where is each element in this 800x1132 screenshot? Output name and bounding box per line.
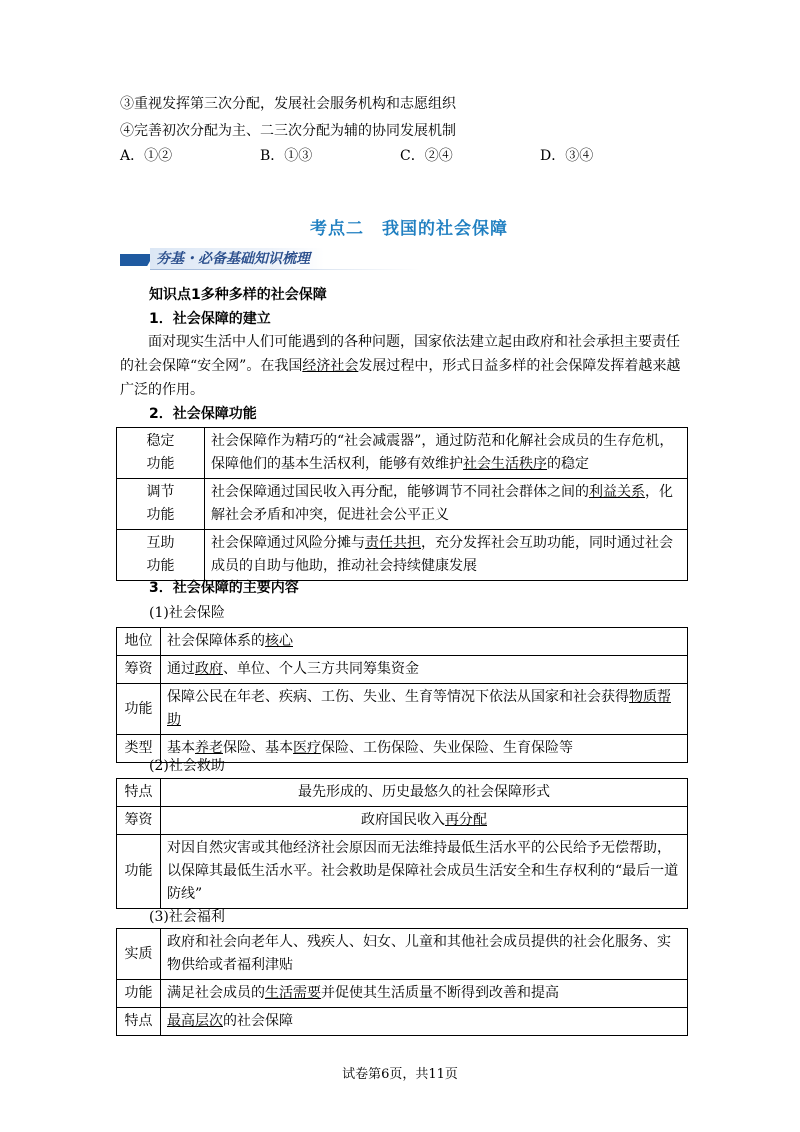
row-value: 社会保障体系的核心: [161, 628, 688, 656]
relief-table: [116, 778, 688, 909]
row-key: 功能: [117, 980, 161, 1008]
table-row: [117, 980, 688, 1008]
row-value: 基本养老保险、基本医疗保险、工伤保险、失业保险、生育保险等: [161, 735, 688, 763]
row-key: 调节 功能: [117, 479, 205, 530]
option-d: D．③④: [540, 148, 594, 164]
heading-1: 1．社会保障的建立: [149, 311, 271, 327]
para1-text-a: 面对现实生活中人们可能遇到的各种问题，国家依法建立起由政府和社会承担主要责任的社会保障“安全网”。在我国: [120, 334, 680, 374]
option-b: B．①③: [260, 148, 313, 164]
welfare-table: [116, 928, 688, 1036]
section-title: 考点二 我国的社会保障: [310, 219, 508, 239]
table-row: [117, 929, 688, 980]
insurance-table: [116, 627, 688, 763]
para1-underline: 经济社会: [302, 358, 359, 374]
table-row: [117, 835, 688, 909]
row-value: 保障公民在年老、疾病、工伤、失业、生育等情况下依法从国家和社会获得物质帮助: [161, 684, 688, 735]
answer-options: [120, 146, 680, 166]
table-row: [117, 656, 688, 684]
row-key: 互助 功能: [117, 530, 205, 581]
banner-label: 夯基・必备基础知识梳理: [150, 248, 324, 270]
table-row: [117, 807, 688, 835]
knowledge-point-title: 知识点1多种多样的社会保障: [149, 287, 327, 303]
heading-3: 3．社会保障的主要内容: [149, 580, 299, 596]
row-value: 对因自然灾害或其他经济社会原因而无法维持最低生活水平的公民给予无偿帮助，以保障其最低生活水平。社会救助是保障社会成员生活安全和生存权利的“最后一道防线”: [161, 835, 688, 909]
table-row: [117, 428, 688, 479]
row-key: 功能: [117, 684, 161, 735]
row-value: 最先形成的、历史最悠久的社会保障形式: [161, 779, 688, 807]
row-value: 政府国民收入再分配: [161, 807, 688, 835]
row-key: 稳定 功能: [117, 428, 205, 479]
function-table: [116, 427, 688, 581]
question-item-4: ④完善初次分配为主、二三次分配为辅的协同发展机制: [120, 123, 456, 139]
row-key: 类型: [117, 735, 161, 763]
row-value: 社会保障通过风险分摊与责任共担，充分发挥社会互助功能，同时通过社会成员的自助与他助，推动社会持续健康发展: [205, 530, 688, 581]
table-row: [117, 530, 688, 581]
subheading-insurance: (1)社会保险: [149, 605, 225, 621]
row-value: 社会保障通过国民收入再分配，能够调节不同社会群体之间的利益关系，化解社会矛盾和冲突，促进社会公平正义: [205, 479, 688, 530]
row-value: 最高层次的社会保障: [161, 1008, 688, 1036]
row-key: 实质: [117, 929, 161, 980]
subheading-welfare: (3)社会福利: [149, 909, 225, 925]
subheading-relief: (2)社会救助: [149, 758, 225, 774]
row-value: 满足社会成员的生活需要并促使其生活质量不断得到改善和提高: [161, 980, 688, 1008]
table-row: [117, 1008, 688, 1036]
row-key: 地位: [117, 628, 161, 656]
paragraph-1: [120, 330, 682, 402]
banner-bar-icon: [120, 254, 154, 266]
row-key: 特点: [117, 779, 161, 807]
table-row: [117, 779, 688, 807]
row-value: 通过政府、单位、个人三方共同筹集资金: [161, 656, 688, 684]
option-c: C．②④: [400, 148, 453, 164]
table-row: [117, 684, 688, 735]
row-value: 社会保障作为精巧的“社会减震器”，通过防范和化解社会成员的生存危机，保障他们的基本生活权利，能够有效维护社会生活秩序的稳定: [205, 428, 688, 479]
row-value: 政府和社会向老年人、残疾人、妇女、儿童和其他社会成员提供的社会化服务、实物供给或者福利津贴: [161, 929, 688, 980]
section-banner: [120, 248, 440, 270]
para1-text-b: 发展过程中，形式日益多样的社会保障发挥着越来越广泛的作用。: [120, 358, 681, 398]
row-key: 筹资: [117, 807, 161, 835]
row-key: 特点: [117, 1008, 161, 1036]
page-footer: 试卷第6页，共11页: [342, 1067, 458, 1082]
option-a: A．①②: [120, 148, 173, 164]
banner-rule: [150, 269, 420, 270]
question-item-3: ③重视发挥第三次分配，发展社会服务机构和志愿组织: [120, 96, 456, 112]
table-row: [117, 479, 688, 530]
row-key: 功能: [117, 835, 161, 909]
heading-2: 2．社会保障功能: [149, 406, 257, 422]
table-row: [117, 628, 688, 656]
row-key: 筹资: [117, 656, 161, 684]
